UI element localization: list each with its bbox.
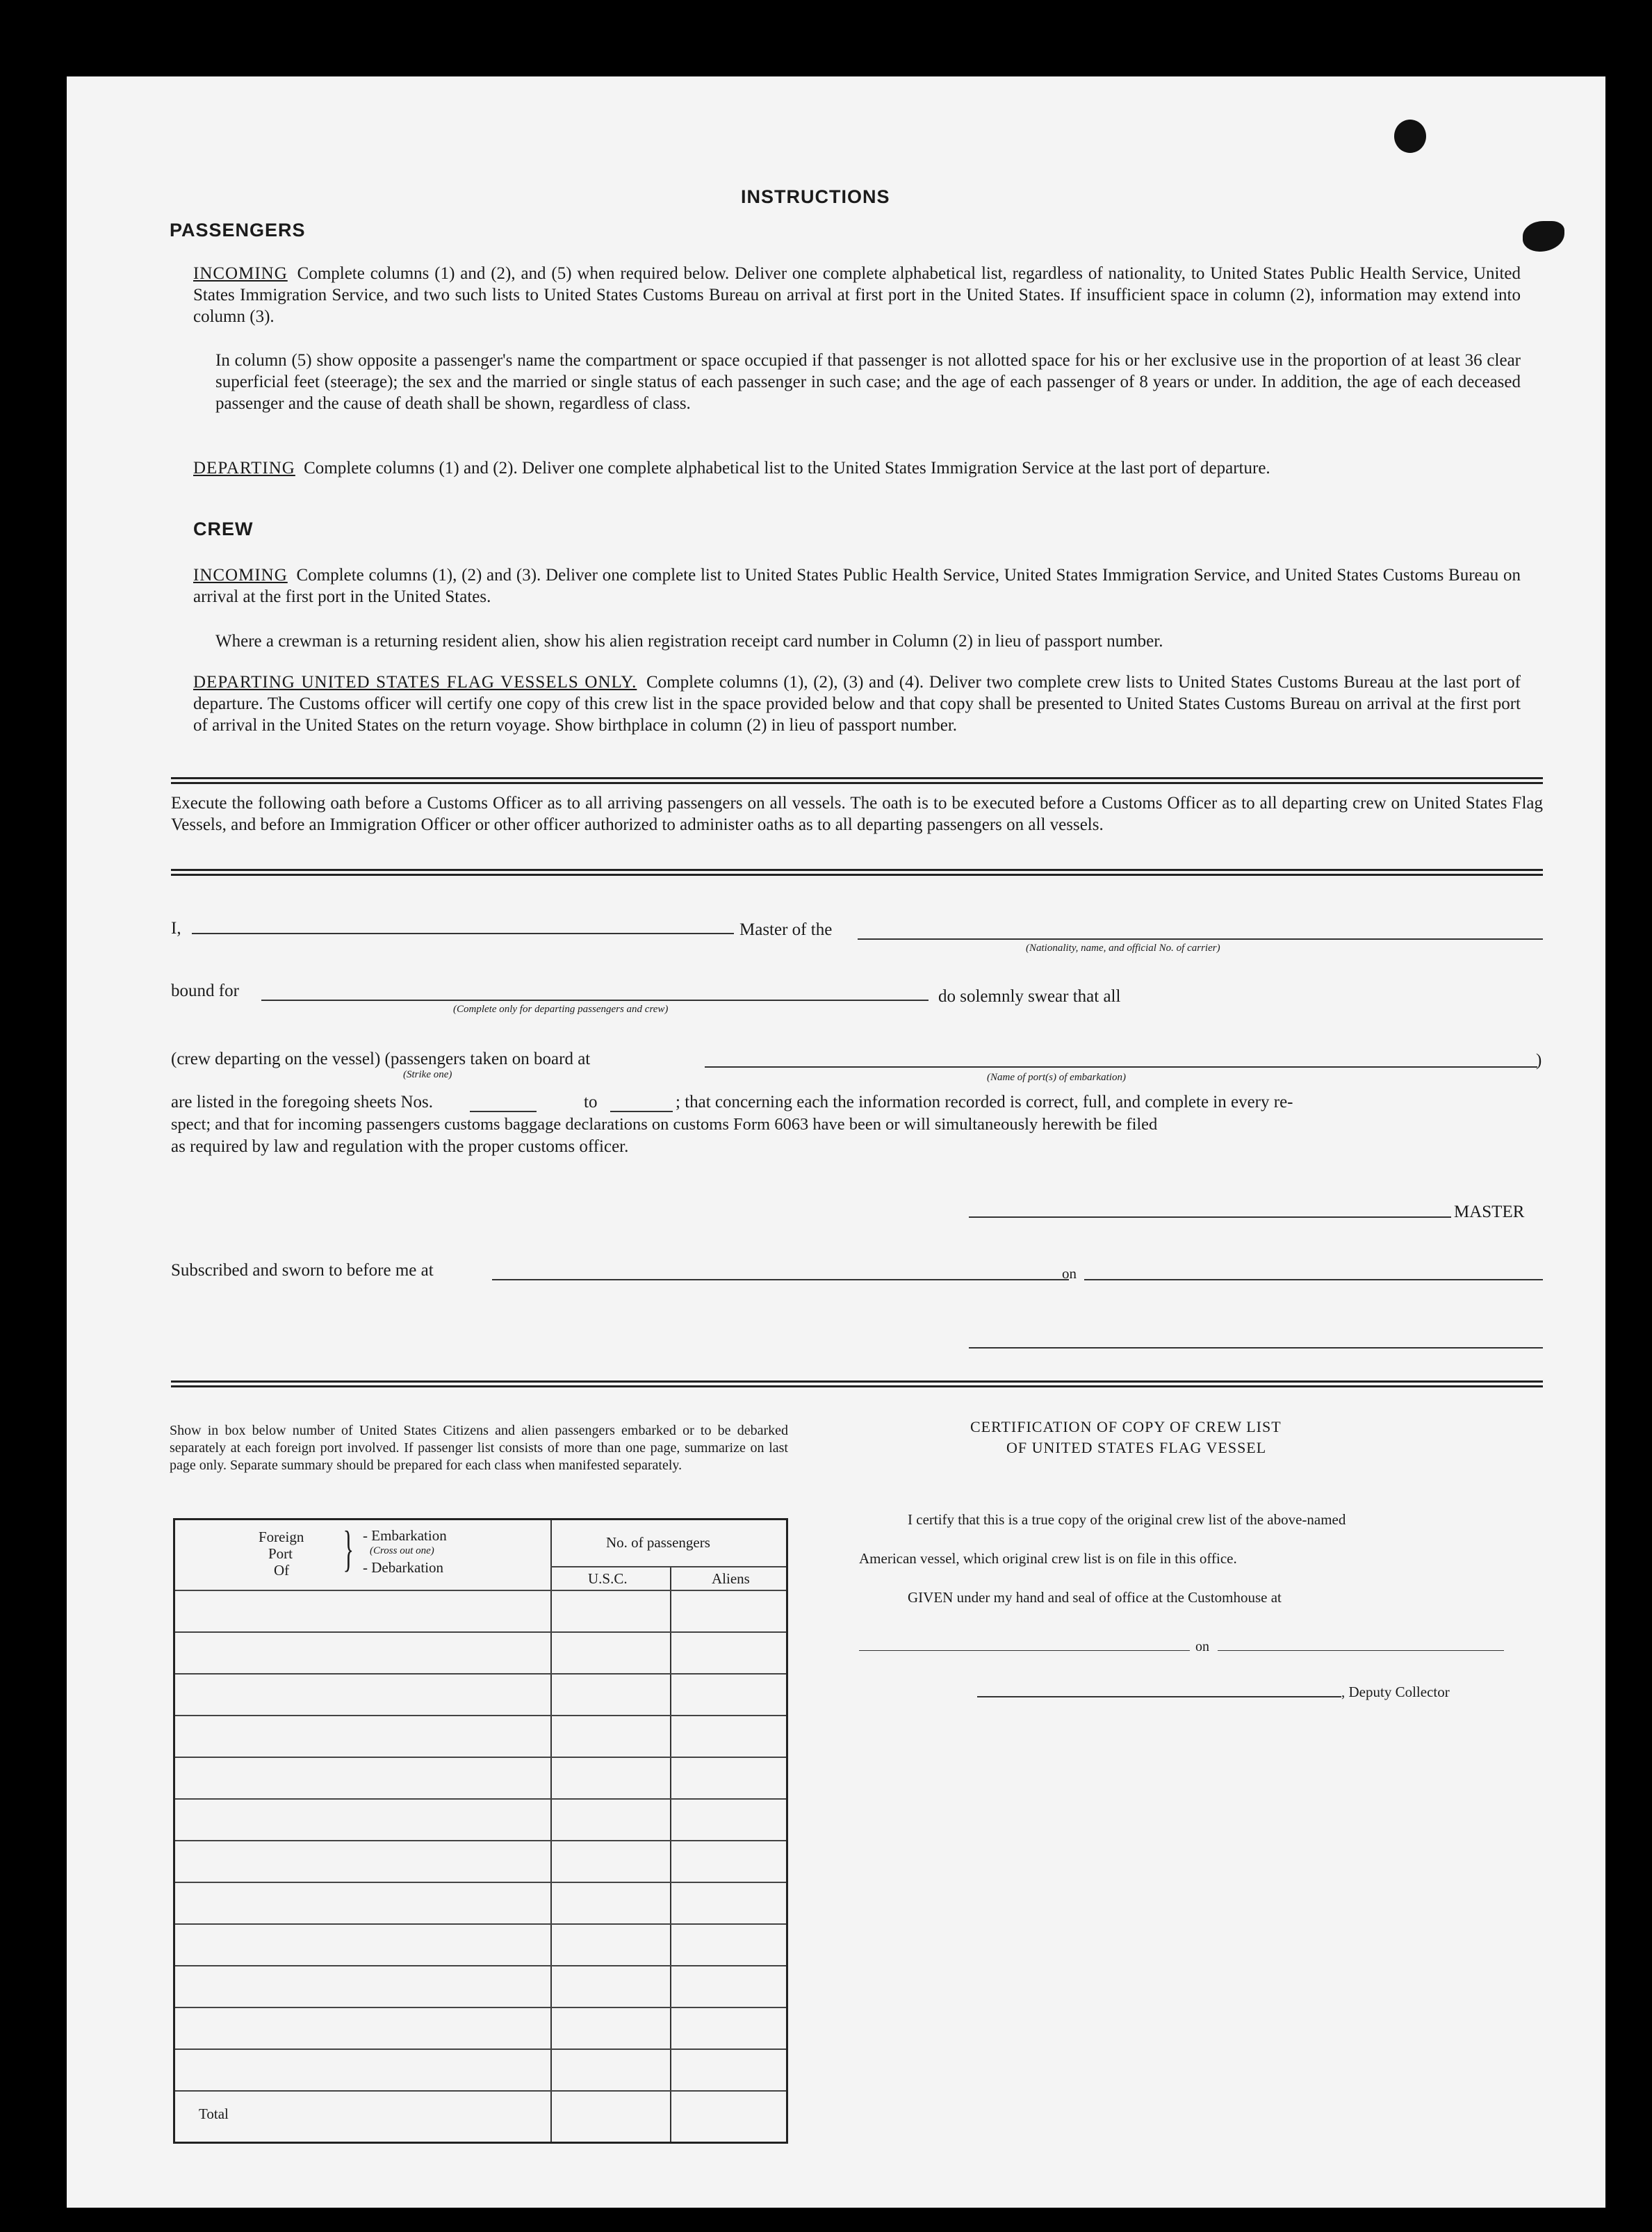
- bound-for-label: bound for: [171, 981, 239, 1000]
- certification-title-2: OF UNITED STATES FLAG VESSEL: [1006, 1439, 1267, 1456]
- close-paren: ): [1536, 1051, 1542, 1070]
- passengers-incoming-text: Complete columns (1) and (2), and (5) when required below. Deliver one complete alphabetical list, regardless of nationality, to United States Public Health Service, United States Immigration Service, and two such lists to United States Customs Bureau on arrival at first port in the United States. If insufficient space in column (2), information may extend into column (3).: [193, 264, 1521, 326]
- strike-caption: (Strike one): [403, 1069, 452, 1080]
- table-row-divider: [175, 2007, 786, 2008]
- carrier-caption: (Nationality, name, and official No. of carrier): [1026, 943, 1220, 954]
- crew-incoming-text: Complete columns (1), (2) and (3). Deliver one complete list to United States Public Health Service, United States Immigration Service, and United States Customs Bureau on arrival at the first port in the United States.: [193, 566, 1521, 606]
- given-text: GIVEN under my hand and seal of office at the Customhouse at: [908, 1589, 1282, 1606]
- crew-incoming-paragraph: [193, 564, 1521, 608]
- customhouse-line: [859, 1650, 1190, 1651]
- header-embarkation: - Embarkation: [363, 1527, 447, 1544]
- header-aliens: Aliens: [712, 1570, 750, 1587]
- certification-on-label: on: [1195, 1639, 1209, 1654]
- crew-departing-paragraph: [193, 671, 1521, 736]
- passengers-departing-lead: DEPARTING: [193, 459, 295, 478]
- sheet-from-line: [470, 1111, 537, 1112]
- table-row-divider: [175, 2090, 786, 2092]
- header-foreign: Foreign: [259, 1529, 304, 1545]
- crew-departing-text: Complete columns (1), (2), (3) and (4). Deliver two complete crew lists to United States Customs Bureau at the last port of departure. The Customs officer will certify one copy of this crew list in the space provided below and that copy shall be presented to United States Customs Bureau on arrival at the first port of arrival in the United States on the return voyage. Show birthplace in column (2) in lieu of passport number.: [193, 673, 1521, 735]
- crew-resident-paragraph: Where a crewman is a returning resident alien, show his alien registration receipt card number in Column (2) in lieu of passport number.: [215, 632, 1163, 651]
- certification-date-line: [1218, 1650, 1504, 1651]
- header-port: Port: [268, 1545, 293, 1562]
- deputy-collector-line: [977, 1696, 1341, 1697]
- certify-line-1: I certify that this is a true copy of the original crew list of the above-named: [908, 1511, 1346, 1528]
- passengers-column5-paragraph: In column (5) show opposite a passenger's name the compartment or space occupied if that passenger is not allotted space for his or her exclusive use in the proportion of at least 36 clear superficial feet (steerage); the sex and the married or single status of each passenger in such case; and the age of each passenger of 8 years or under. In addition, the age of each deceased passenger and the cause of death shall be shown, regardless of class.: [215, 351, 1521, 413]
- sworn-date-line: [1084, 1279, 1543, 1280]
- oath-intro: Execute the following oath before a Customs Officer as to all arriving passengers on all vessels. The oath is to be executed before a Customs Officer as to all departing crew on United States Flag Vessels, and before an Immigration Officer or other officer authorized to administer oaths as to all departing passengers on all vessels.: [171, 794, 1543, 834]
- listed-line-3: as required by law and regulation with the proper customs officer.: [171, 1137, 629, 1156]
- master-signature-line: [969, 1216, 1451, 1218]
- passengers-incoming-lead: INCOMING: [193, 264, 288, 283]
- instructions-title: INSTRUCTIONS: [741, 186, 890, 207]
- sheet-to-line: [610, 1111, 673, 1112]
- table-row-divider: [175, 1631, 786, 1633]
- crew-heading: CREW: [193, 519, 254, 539]
- passengers-departing-paragraph: [193, 457, 1521, 479]
- ink-blot-mark: [1523, 221, 1564, 252]
- table-row-divider: [175, 1715, 786, 1716]
- header-cross-out: (Cross out one): [370, 1545, 434, 1556]
- total-label: Total: [199, 2105, 229, 2122]
- bound-for-line: [261, 1000, 929, 1001]
- crew-incoming-lead: INCOMING: [193, 566, 288, 585]
- sworn-on-label: on: [1062, 1265, 1077, 1282]
- deputy-collector-label: , Deputy Collector: [1341, 1684, 1450, 1700]
- listed-to: to: [584, 1093, 598, 1111]
- form-page: [67, 76, 1605, 2208]
- certify-line-2: American vessel, which original crew list is on file in this office.: [859, 1550, 1237, 1567]
- subscribed-label: Subscribed and sworn to before me at: [171, 1261, 434, 1280]
- master-label: MASTER: [1454, 1203, 1525, 1221]
- table-column-divider: [670, 1566, 671, 2142]
- port-caption: (Name of port(s) of embarkation): [987, 1072, 1126, 1083]
- table-row-divider: [175, 1757, 786, 1758]
- bound-for-caption: (Complete only for departing passengers and crew): [453, 1004, 669, 1015]
- passenger-summary-table: [173, 1518, 788, 2144]
- table-row-divider: [550, 1566, 786, 1567]
- swear-label: do solemnly swear that all: [938, 987, 1121, 1006]
- section-divider: [171, 869, 1543, 876]
- listed-line-2: spect; and that for incoming passengers customs baggage declarations on customs Form 6063 have been or will simultaneously herewith be filed: [171, 1115, 1158, 1134]
- table-header-divider: [175, 1590, 786, 1591]
- crew-departing-lead: DEPARTING UNITED STATES FLAG VESSELS ONLY.: [193, 673, 637, 692]
- passengers-departing-text: Complete columns (1) and (2). Deliver one complete alphabetical list to the United States Immigration Service at the last port of departure.: [304, 459, 1270, 478]
- table-row-divider: [175, 1923, 786, 1925]
- oath-i-label: I,: [171, 919, 181, 938]
- table-row-divider: [175, 1882, 786, 1883]
- header-usc: U.S.C.: [588, 1570, 628, 1587]
- header-brace: }: [343, 1521, 354, 1577]
- certification-title-1: CERTIFICATION OF COPY OF CREW LIST: [970, 1418, 1282, 1435]
- carrier-line: [858, 938, 1543, 940]
- section-divider: [171, 777, 1543, 784]
- section-divider: [171, 1380, 1543, 1387]
- master-name-line: [192, 933, 734, 934]
- header-no-of-passengers: No. of passengers: [606, 1534, 710, 1551]
- embarkation-port-line: [705, 1066, 1537, 1068]
- passengers-heading: PASSENGERS: [170, 220, 306, 241]
- summary-note: Show in box below number of United States Citizens and alien passengers embarked or to be debarked separately at each foreign port involved. If passenger list consists of more than one page, summarize on last page only. Separate summary should be prepared for each class when manifested separately.: [170, 1423, 788, 1473]
- table-row-divider: [175, 1965, 786, 1966]
- header-of: Of: [274, 1562, 290, 1579]
- master-of-label: Master of the: [739, 920, 833, 939]
- table-row-divider: [175, 2048, 786, 2050]
- table-row-divider: [175, 1840, 786, 1841]
- crew-departing-label: (crew departing on the vessel) (passengers taken on board at: [171, 1050, 591, 1068]
- officer-signature-line: [969, 1347, 1543, 1349]
- sworn-place-line: [492, 1279, 1069, 1280]
- table-row-divider: [175, 1673, 786, 1675]
- header-debarkation: - Debarkation: [363, 1559, 444, 1576]
- table-row-divider: [175, 1798, 786, 1800]
- passengers-incoming-paragraph: [193, 263, 1521, 327]
- listed-pre: are listed in the foregoing sheets Nos.: [171, 1093, 433, 1111]
- ink-blot-mark: [1394, 120, 1426, 153]
- listed-post: ; that concerning each the information recorded is correct, full, and complete in every re-: [676, 1093, 1293, 1111]
